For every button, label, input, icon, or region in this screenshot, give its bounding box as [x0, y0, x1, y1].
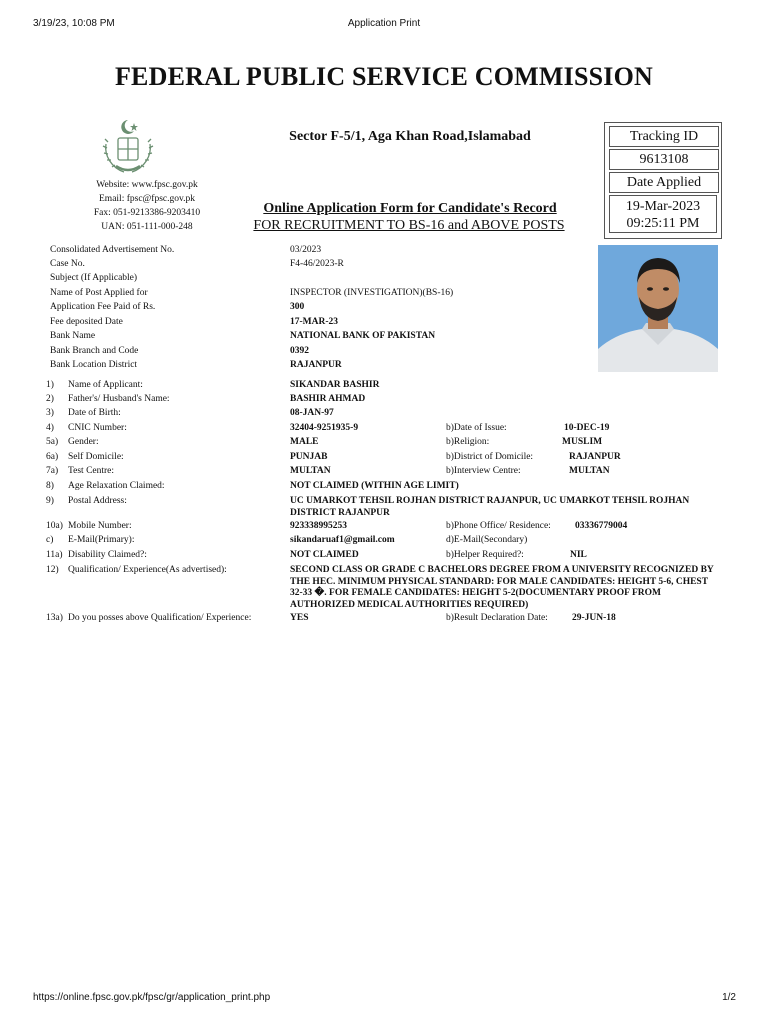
- district-domicile-value: RAJANPUR: [569, 452, 621, 462]
- tracking-id-label: Tracking ID: [609, 126, 719, 147]
- case-no-label: Case No.: [50, 259, 85, 269]
- item-number: 9): [46, 496, 54, 506]
- print-page-title: Application Print: [347, 18, 421, 29]
- qualification-possess-label: Do you posses above Qualification/ Experience:: [68, 613, 252, 623]
- item-number: 1): [46, 380, 54, 390]
- bank-name-value: NATIONAL BANK OF PAKISTAN: [290, 331, 436, 341]
- father-name-value: BASHIR AHMAD: [290, 394, 366, 404]
- commission-address: Sector F-5/1, Aga Khan Road,Islamabad: [289, 129, 531, 144]
- subject-label: Subject (If Applicable): [50, 273, 138, 283]
- test-centre-label: Test Centre:: [68, 466, 115, 476]
- religion-value: MUSLIM: [562, 437, 603, 447]
- postal-address-label: Postal Address:: [68, 496, 127, 506]
- consolidated-advertisement-value: 03/2023: [290, 245, 322, 255]
- father-name-label: Father's/ Husband's Name:: [68, 394, 170, 404]
- email-primary-label: E-Mail(Primary):: [68, 535, 135, 545]
- gender-label: Gender:: [68, 437, 99, 447]
- date-applied-date: 19-Mar-2023: [625, 199, 701, 214]
- item-number: 2): [46, 394, 54, 404]
- applicant-photo: [598, 245, 718, 372]
- disability-value: NOT CLAIMED: [290, 550, 359, 560]
- interview-centre-value: MULTAN: [569, 466, 610, 476]
- fpsc-emblem-icon: [96, 114, 160, 178]
- qualification-possess-value: YES: [290, 613, 309, 623]
- fee-date-value: 17-MAR-23: [290, 317, 339, 327]
- print-datetime: 3/19/23, 10:08 PM: [33, 18, 115, 29]
- item-number: 13a): [46, 613, 63, 623]
- cnic-label: CNIC Number:: [68, 423, 127, 433]
- item-number: 8): [46, 481, 54, 491]
- form-subtitle: FOR RECRUITMENT TO BS-16 and ABOVE POSTS: [253, 218, 565, 233]
- gender-value: MALE: [290, 437, 319, 447]
- case-no-value: F4-46/2023-R: [290, 259, 344, 269]
- applicant-name-label: Name of Applicant:: [68, 380, 143, 390]
- print-page-number: 1/2: [722, 992, 736, 1003]
- post-applied-value: INSPECTOR (INVESTIGATION)(BS-16): [290, 288, 454, 298]
- contact-uan: UAN: 051-111-000-248: [101, 222, 193, 232]
- date-applied-label: Date Applied: [609, 172, 719, 193]
- religion-label: b)Religion:: [446, 437, 490, 447]
- bank-branch-value: 0392: [290, 346, 309, 356]
- contact-fax: Fax: 051-9213386-9203410: [93, 208, 201, 218]
- self-domicile-label: Self Domicile:: [68, 452, 124, 462]
- age-relaxation-value: NOT CLAIMED (WITHIN AGE LIMIT): [290, 481, 459, 491]
- consolidated-advertisement-label: Consolidated Advertisement No.: [50, 245, 175, 255]
- self-domicile-value: PUNJAB: [290, 452, 328, 462]
- bank-branch-label: Bank Branch and Code: [50, 346, 139, 356]
- result-date-label: b)Result Declaration Date:: [446, 613, 548, 623]
- date-of-issue-label: b)Date of Issue:: [446, 423, 507, 433]
- bank-district-label: Bank Location District: [50, 360, 138, 370]
- helper-required-label: b)Helper Required?:: [446, 550, 524, 560]
- date-applied-time: 09:25:11 PM: [626, 216, 700, 231]
- bank-name-label: Bank Name: [50, 331, 96, 341]
- item-number: 6a): [46, 452, 59, 462]
- item-number: 10a): [46, 521, 63, 531]
- helper-required-value: NIL: [570, 550, 587, 560]
- email-primary-value: sikandaruaf1@gmail.com: [290, 535, 395, 545]
- contact-email: Email: fpsc@fpsc.gov.pk: [99, 194, 195, 204]
- item-number: c): [46, 535, 54, 545]
- cnic-value: 32404-9251935-9: [290, 423, 359, 433]
- interview-centre-label: b)Interview Centre:: [446, 466, 521, 476]
- result-date-value: 29-JUN-18: [572, 613, 616, 623]
- postal-address-value: UC UMARKOT TEHSIL ROJHAN DISTRICT RAJANPUR, UC UMARKOT TEHSIL ROJHAN DISTRICT RAJANPUR: [290, 496, 690, 518]
- form-title: Online Application Form for Candidate's Record: [263, 201, 557, 216]
- print-url-link[interactable]: https://online.fpsc.gov.pk/fpsc/gr/application_print.php: [33, 992, 271, 1003]
- date-of-birth-value: 08-JAN-97: [290, 408, 334, 418]
- phone-office-value: 03336779004: [575, 521, 628, 531]
- qualification-value: SECOND CLASS OR GRADE C BACHELORS DEGREE FROM A UNIVERSITY RECOGNIZED BY THE HEC. MINIMUM PHYSICAL STANDARD: FOR MALE CANDIDATES: HEIGHT 5-6, CHEST 32-33 �. FOR FEMALE CANDIDATES: HEIGHT 5-2(DOCUMENTARY PROOF FROM AUTHORIZED MEDICAL AUTHORITIES REQUIRED): [290, 565, 714, 610]
- date-of-birth-label: Date of Birth:: [68, 408, 121, 418]
- tracking-id-value: 9613108: [609, 149, 719, 170]
- district-domicile-label: b)District of Domicile:: [446, 452, 534, 462]
- qualification-label: Qualification/ Experience(As advertised):: [68, 565, 227, 575]
- phone-office-label: b)Phone Office/ Residence:: [446, 521, 551, 531]
- application-fee-label: Application Fee Paid of Rs.: [50, 302, 156, 312]
- date-applied-value: [609, 195, 717, 233]
- page-title: FEDERAL PUBLIC SERVICE COMMISSION: [114, 62, 654, 91]
- email-secondary-label: d)E-Mail(Secondary): [446, 535, 528, 545]
- contact-website: Website: www.fpsc.gov.pk: [96, 180, 198, 190]
- fee-date-label: Fee deposited Date: [50, 317, 123, 327]
- applicant-name-value: SIKANDAR BASHIR: [290, 380, 380, 390]
- mobile-value: 923338995253: [290, 521, 347, 531]
- post-applied-label: Name of Post Applied for: [50, 288, 148, 298]
- item-number: 12): [46, 565, 59, 575]
- application-fee-value: 300: [290, 302, 305, 312]
- bank-district-value: RAJANPUR: [290, 360, 342, 370]
- item-number: 11a): [46, 550, 63, 560]
- test-centre-value: MULTAN: [290, 466, 331, 476]
- item-number: 3): [46, 408, 54, 418]
- age-relaxation-label: Age Relaxation Claimed:: [68, 481, 165, 491]
- disability-label: Disability Claimed?:: [68, 550, 147, 560]
- mobile-label: Mobile Number:: [68, 521, 132, 531]
- tracking-box: [604, 122, 722, 239]
- item-number: 4): [46, 423, 54, 433]
- item-number: 5a): [46, 437, 59, 447]
- date-of-issue-value: 10-DEC-19: [564, 423, 610, 433]
- item-number: 7a): [46, 466, 59, 476]
